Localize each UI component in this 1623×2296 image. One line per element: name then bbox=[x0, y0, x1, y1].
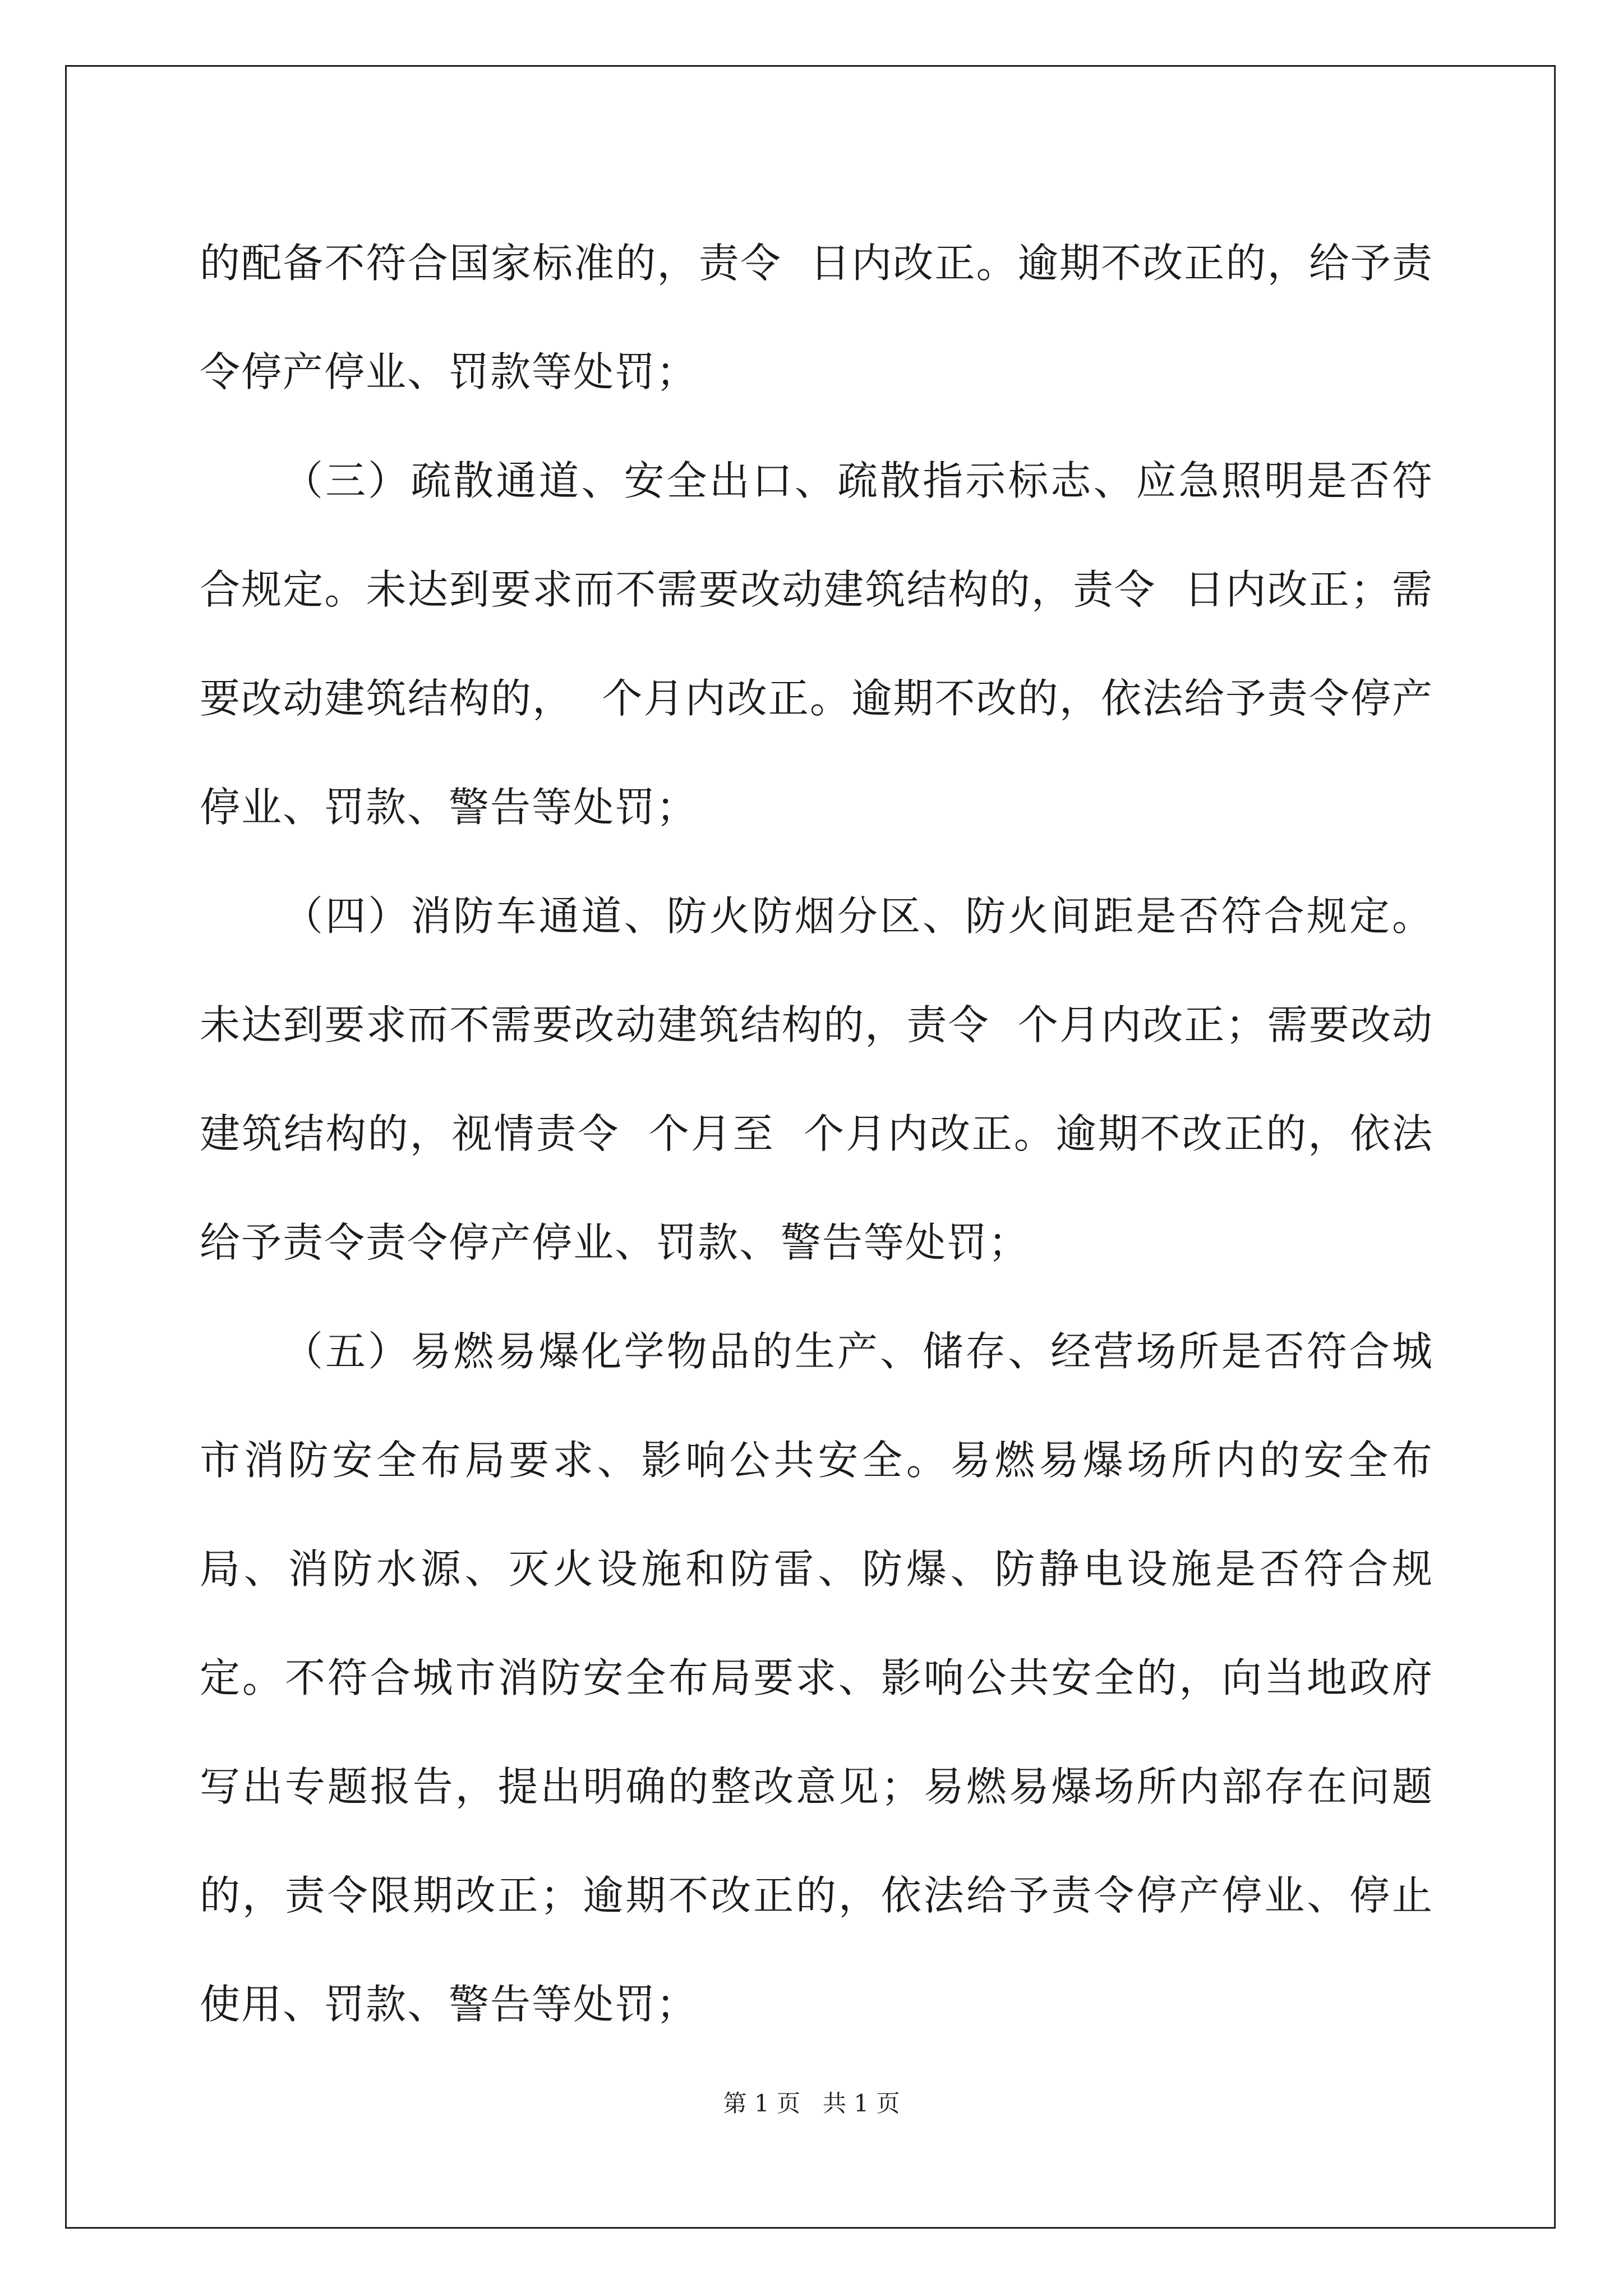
page-footer: 第 1 页 共 1 页 bbox=[723, 2090, 900, 2117]
paragraph-4: （五）易燃易爆化学物品的生产、储存、经营场所是否符合城市消防安全布局要求、影响公共安全。易燃易爆场所内的安全布局、消防水源、灭火设施和防雷、防爆、防静电设施是否符合规定。不符合城市消防安全布局要求、影响公共安全的，向当地政府写出专题报告，提出明确的整改意见；易燃易爆场所内部存在问题的，责令限期改正；逾期不改正的，依法给予责令停产停业、停止使用、罚款、警告等处罚； bbox=[200, 1328, 1433, 2028]
paragraph-3: （四）消防车通道、防火防烟分区、防火间距是否符合规定。未达到要求而不需要改动建筑结构的，责令 个月内改正；需要改动建筑结构的，视情责令 个月至 个月内改正。逾期不改正的，依法给予责令责令停产停业、罚款、警告等处罚； bbox=[200, 892, 1433, 1266]
document-body bbox=[200, 209, 1433, 2059]
paragraph-1: 的配备不符合国家标准的，责令 日内改正。逾期不改正的，给予责令停产停业、罚款等处罚； bbox=[200, 240, 1433, 395]
paragraph-2: （三）疏散通道、安全出口、疏散指示标志、应急照明是否符合规定。未达到要求而不需要改动建筑结构的，责令 日内改正；需要改动建筑结构的， 个月内改正。逾期不改的，依法给予责令停产停业、罚款、警告等处罚； bbox=[200, 457, 1433, 831]
